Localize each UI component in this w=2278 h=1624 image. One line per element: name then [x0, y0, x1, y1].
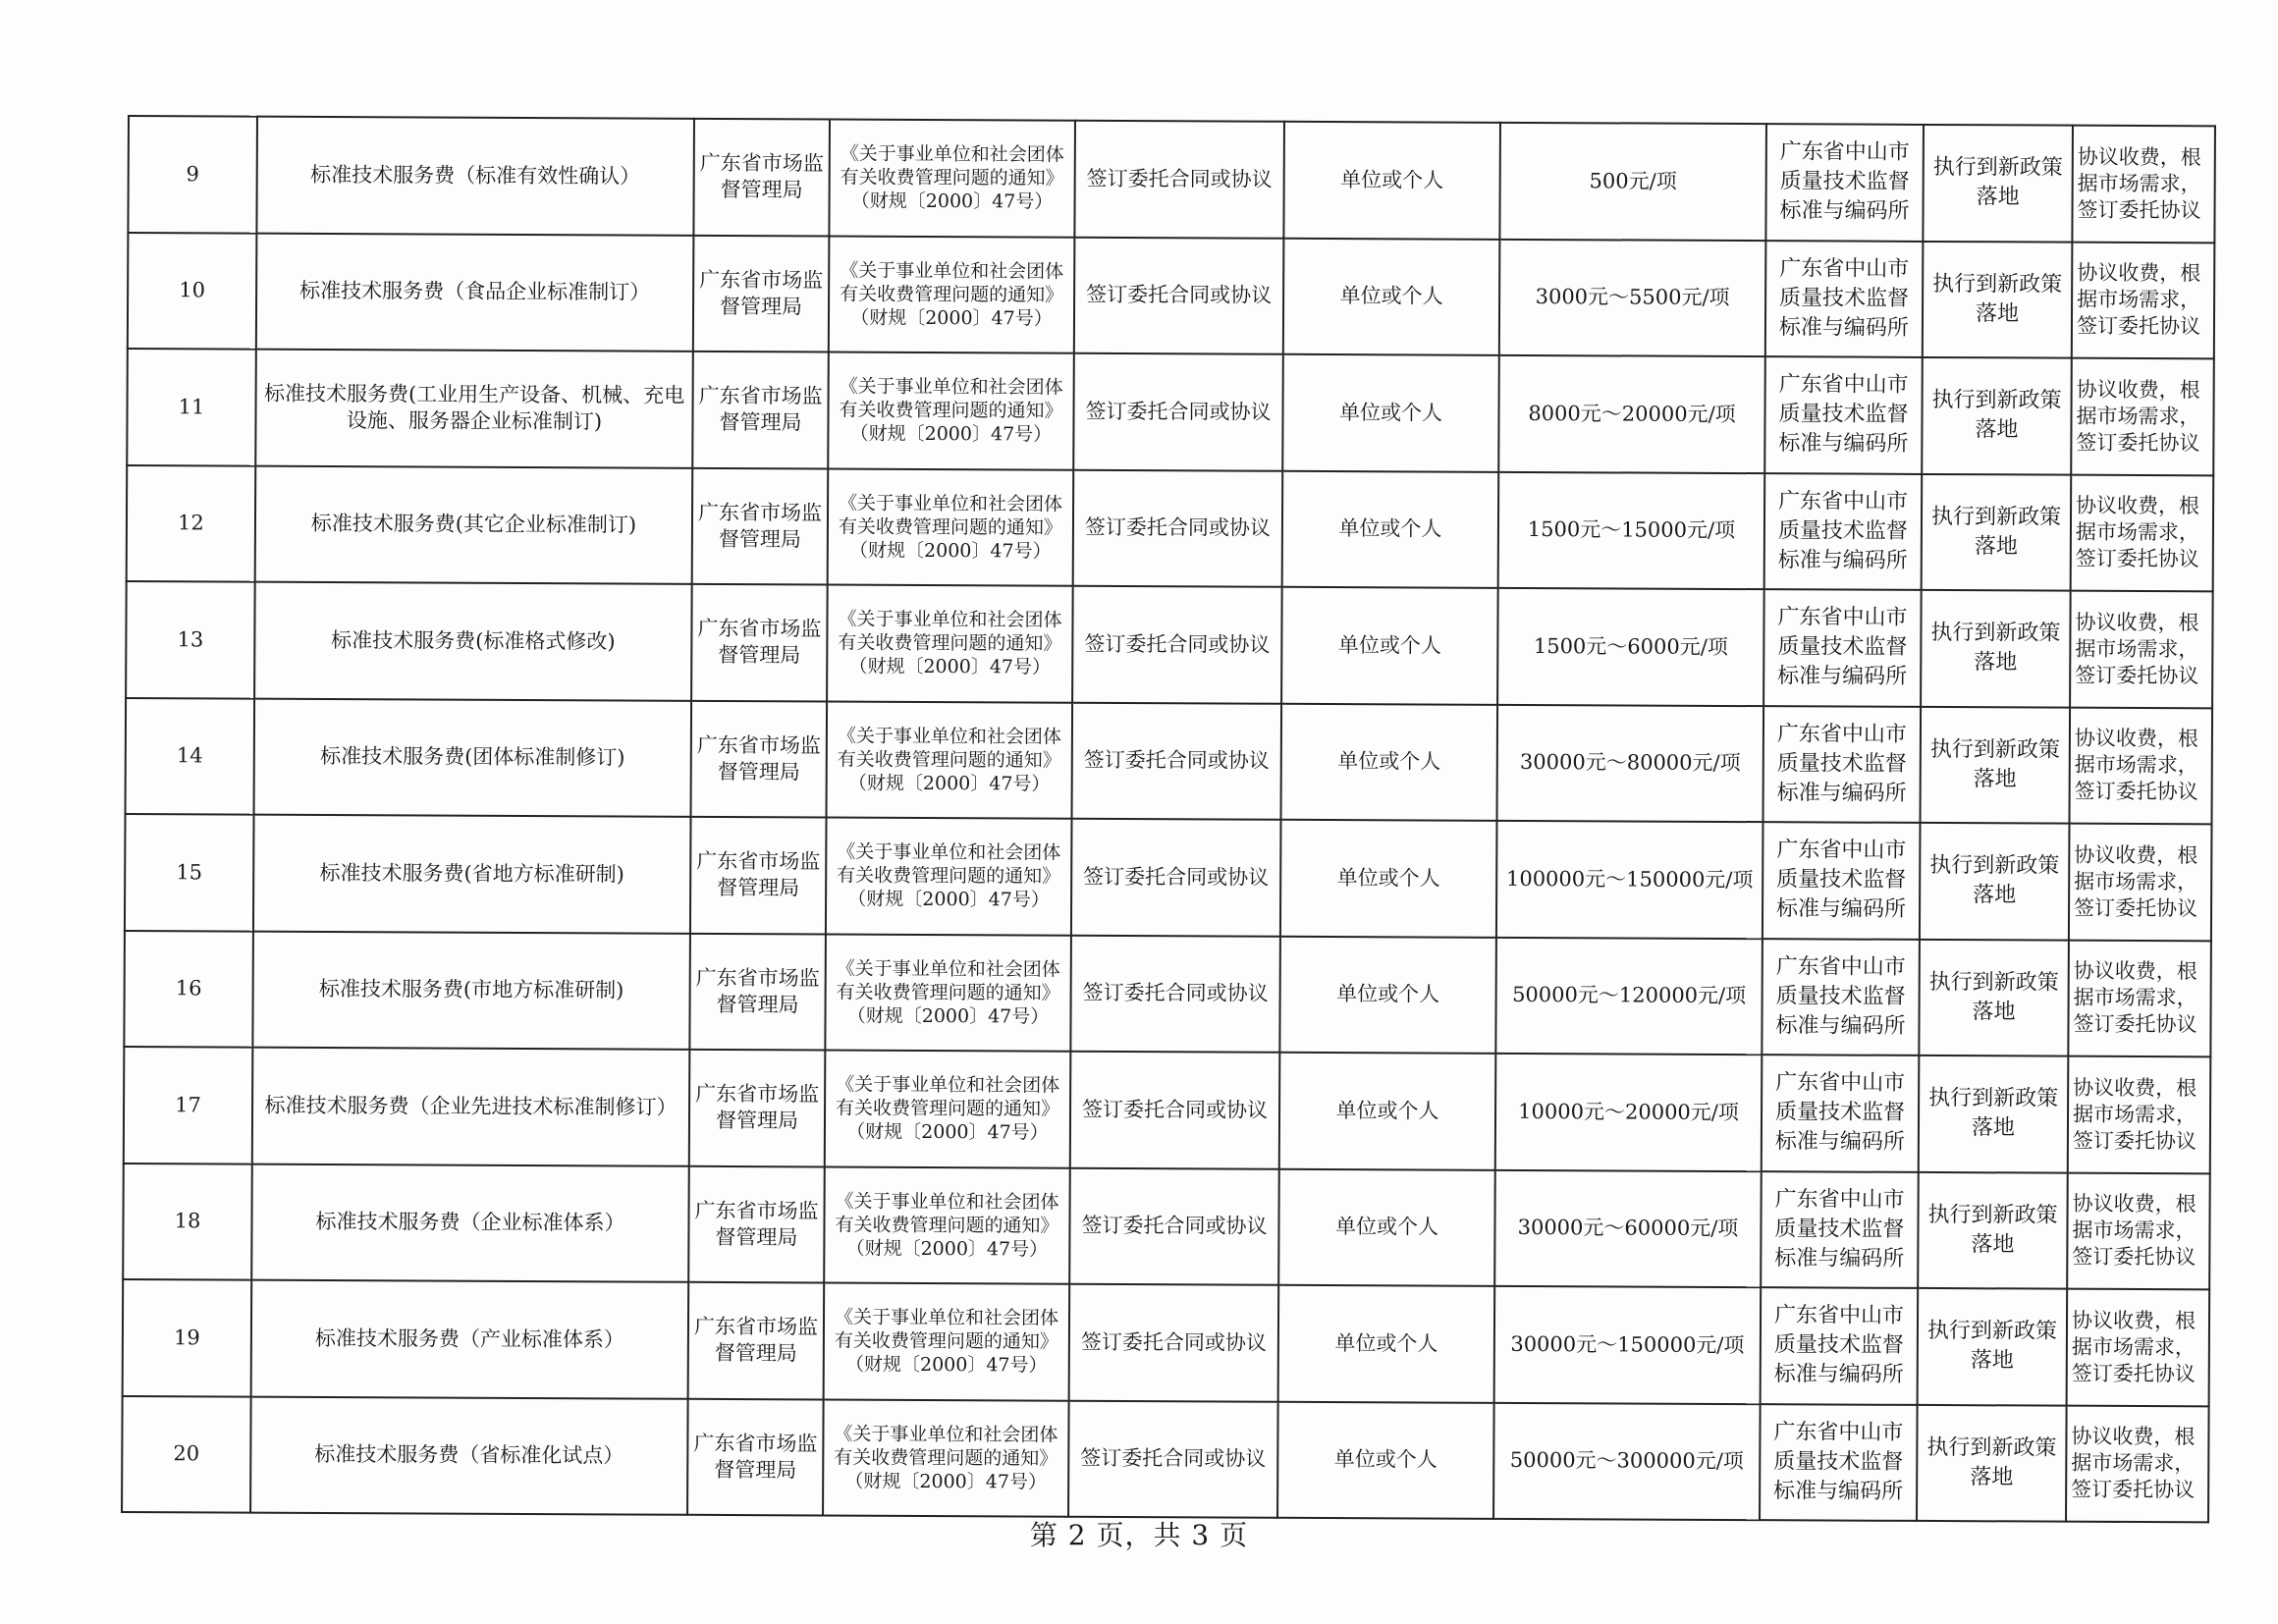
table-body [122, 116, 2215, 1522]
fee-item-name-cell: 标准技术服务费（食品企业标准制订） [256, 233, 694, 352]
charge-target-cell: 单位或个人 [1279, 936, 1496, 1054]
row-number-cell: 17 [124, 1047, 253, 1164]
table-row [127, 349, 2214, 475]
charging-unit-cell: 广东省中山市质量技术监督标准与编码所 [1763, 589, 1922, 706]
charging-unit-cell: 广东省中山市质量技术监督标准与编码所 [1765, 124, 1924, 241]
validity-period-cell: 执行到新政策落地 [1923, 125, 2073, 242]
charging-method-cell: 签订委托合同或协议 [1070, 935, 1280, 1053]
validity-period-cell: 执行到新政策落地 [1917, 1404, 2067, 1521]
charging-unit-cell: 广东省中山市质量技术监督标准与编码所 [1763, 822, 1921, 939]
validity-period-cell: 执行到新政策落地 [1921, 590, 2071, 707]
row-number-cell: 16 [124, 930, 253, 1047]
row-number-cell: 15 [125, 814, 254, 931]
charge-target-cell: 单位或个人 [1278, 1168, 1495, 1286]
remarks-cell: 协议收费，根据市场需求，签订委托协议 [2067, 1289, 2210, 1406]
fee-standard-cell: 8000元～20000元/项 [1498, 355, 1765, 473]
validity-period-cell: 执行到新政策落地 [1922, 357, 2072, 474]
fee-standard-cell: 30000元～80000元/项 [1497, 704, 1764, 822]
fee-item-name-cell: 标准技术服务费(团体标准制修订) [254, 698, 692, 817]
remarks-cell: 协议收费，根据市场需求，签订委托协议 [2069, 824, 2212, 941]
row-number-cell: 9 [128, 116, 257, 233]
fee-item-name-cell: 标准技术服务费(其它企业标准制订) [255, 465, 693, 584]
fee-basis-cell: 《关于事业单位和社会团体有关收费管理问题的通知》（财规〔2000〕47号） [829, 236, 1075, 353]
charge-target-cell: 单位或个人 [1282, 470, 1499, 588]
validity-period-cell: 执行到新政策落地 [1920, 823, 2070, 940]
table-row [122, 1395, 2209, 1522]
row-number-cell: 14 [126, 697, 255, 814]
fee-basis-cell: 《关于事业单位和社会团体有关收费管理问题的通知》（财规〔2000〕47号） [823, 1399, 1069, 1517]
fee-basis-cell: 《关于事业单位和社会团体有关收费管理问题的通知》（财规〔2000〕47号） [825, 934, 1071, 1052]
validity-period-cell: 执行到新政策落地 [1923, 241, 2073, 357]
remarks-cell: 协议收费，根据市场需求，签订委托协议 [2066, 1405, 2209, 1522]
fee-basis-cell: 《关于事业单位和社会团体有关收费管理问题的通知》（财规〔2000〕47号） [825, 1050, 1071, 1167]
fee-standard-cell: 3000元～5500元/项 [1499, 239, 1766, 356]
remarks-cell: 协议收费，根据市场需求，签订委托协议 [2068, 940, 2211, 1056]
fee-basis-cell: 《关于事业单位和社会团体有关收费管理问题的通知》（财规〔2000〕47号） [829, 119, 1075, 237]
fee-standard-cell: 10000元～20000元/项 [1495, 1054, 1763, 1171]
table-row [126, 581, 2213, 708]
charging-unit-cell: 广东省中山市质量技术监督标准与编码所 [1762, 939, 1920, 1056]
row-number-cell: 12 [127, 465, 256, 582]
charging-method-cell: 签订委托合同或协议 [1069, 1284, 1279, 1402]
approving-department-cell: 广东省市场监督管理局 [691, 584, 828, 701]
approving-department-cell: 广东省市场监督管理局 [687, 1398, 824, 1515]
charging-method-cell: 签订委托合同或协议 [1072, 586, 1282, 704]
fee-standard-cell: 30000元～60000元/项 [1494, 1169, 1762, 1287]
charging-unit-cell: 广东省中山市质量技术监督标准与编码所 [1762, 1055, 1920, 1171]
remarks-cell: 协议收费，根据市场需求，签订委托协议 [2069, 707, 2212, 824]
fee-item-name-cell: 标准技术服务费（产业标准体系） [251, 1280, 689, 1399]
table-row [123, 1163, 2210, 1289]
fee-basis-cell: 《关于事业单位和社会团体有关收费管理问题的通知》（财规〔2000〕47号） [828, 352, 1074, 469]
charging-method-cell: 签订委托合同或协议 [1070, 1052, 1280, 1169]
charge-target-cell: 单位或个人 [1280, 820, 1497, 938]
charging-method-cell: 签订委托合同或协议 [1074, 237, 1284, 354]
approving-department-cell: 广东省市场监督管理局 [688, 1282, 825, 1399]
fee-item-name-cell: 标准技术服务费(市地方标准研制) [252, 931, 690, 1050]
approving-department-cell: 广东省市场监督管理局 [689, 933, 826, 1050]
fee-basis-cell: 《关于事业单位和社会团体有关收费管理问题的通知》（财规〔2000〕47号） [828, 468, 1074, 586]
fee-basis-cell: 《关于事业单位和社会团体有关收费管理问题的通知》（财规〔2000〕47号） [826, 817, 1072, 935]
table-row [126, 697, 2213, 824]
charging-method-cell: 签订委托合同或协议 [1068, 1400, 1278, 1518]
approving-department-cell: 广东省市场监督管理局 [693, 119, 830, 236]
charge-target-cell: 单位或个人 [1277, 1401, 1494, 1519]
fee-item-name-cell: 标准技术服务费（企业标准体系） [251, 1164, 689, 1282]
row-number-cell: 19 [123, 1279, 252, 1396]
fee-item-name-cell: 标准技术服务费（省标准化试点） [250, 1396, 688, 1515]
fee-basis-cell: 《关于事业单位和社会团体有关收费管理问题的通知》（财规〔2000〕47号） [827, 701, 1073, 819]
charge-target-cell: 单位或个人 [1281, 587, 1498, 705]
row-number-cell: 10 [128, 233, 257, 350]
approving-department-cell: 广东省市场监督管理局 [688, 1165, 825, 1282]
fee-standard-cell: 30000元～150000元/项 [1494, 1286, 1762, 1404]
validity-period-cell: 执行到新政策落地 [1919, 1056, 2069, 1172]
remarks-cell: 协议收费，根据市场需求，签订委托协议 [2070, 591, 2213, 708]
approving-department-cell: 广东省市场监督管理局 [692, 352, 829, 468]
charge-target-cell: 单位或个人 [1283, 122, 1500, 240]
fee-item-name-cell: 标准技术服务费(工业用生产设备、机械、充电设施、服务器企业标准制订) [255, 350, 693, 468]
charge-target-cell: 单位或个人 [1282, 354, 1499, 472]
row-number-cell: 11 [127, 349, 256, 465]
validity-period-cell: 执行到新政策落地 [1920, 706, 2070, 823]
fee-standard-cell: 1500元～6000元/项 [1497, 588, 1764, 706]
approving-department-cell: 广东省市场监督管理局 [690, 817, 827, 934]
remarks-cell: 协议收费，根据市场需求，签订委托协议 [2068, 1056, 2211, 1173]
charging-unit-cell: 广东省中山市质量技术监督标准与编码所 [1761, 1287, 1919, 1404]
fee-standard-cell: 500元/项 [1499, 123, 1766, 241]
approving-department-cell: 广东省市场监督管理局 [693, 235, 830, 352]
validity-period-cell: 执行到新政策落地 [1918, 1171, 2068, 1288]
fee-standard-cell: 1500元～15000元/项 [1498, 471, 1765, 589]
fee-standard-cell: 50000元～120000元/项 [1495, 937, 1763, 1055]
charging-method-cell: 签订委托合同或协议 [1069, 1167, 1279, 1285]
charging-unit-cell: 广东省中山市质量技术监督标准与编码所 [1764, 356, 1923, 473]
charging-method-cell: 签订委托合同或协议 [1074, 121, 1284, 239]
validity-period-cell: 执行到新政策落地 [1922, 473, 2072, 590]
remarks-cell: 协议收费，根据市场需求，签订委托协议 [2072, 126, 2215, 243]
charging-unit-cell: 广东省中山市质量技术监督标准与编码所 [1761, 1171, 1919, 1288]
table-row [123, 1279, 2210, 1406]
fee-item-name-cell: 标准技术服务费(省地方标准研制) [253, 815, 691, 934]
table-row [124, 1047, 2211, 1173]
charging-method-cell: 签订委托合同或协议 [1073, 469, 1283, 587]
fee-basis-cell: 《关于事业单位和社会团体有关收费管理问题的通知》（财规〔2000〕47号） [824, 1282, 1070, 1400]
fee-basis-cell: 《关于事业单位和社会团体有关收费管理问题的通知》（财规〔2000〕47号） [827, 584, 1073, 702]
charge-target-cell: 单位或个人 [1281, 703, 1498, 821]
row-number-cell: 18 [123, 1163, 252, 1279]
table-row [128, 233, 2215, 359]
table-row [124, 930, 2211, 1056]
charge-target-cell: 单位或个人 [1279, 1053, 1496, 1170]
row-number-cell: 13 [126, 581, 255, 698]
fee-basis-cell: 《关于事业单位和社会团体有关收费管理问题的通知》（财规〔2000〕47号） [824, 1166, 1070, 1284]
remarks-cell: 协议收费，根据市场需求，签订委托协议 [2071, 358, 2214, 475]
row-number-cell: 20 [122, 1395, 251, 1512]
approving-department-cell: 广东省市场监督管理局 [692, 467, 829, 584]
table-row [125, 814, 2212, 941]
fee-item-name-cell: 标准技术服务费（企业先进技术标准制修订） [252, 1048, 690, 1166]
charge-target-cell: 单位或个人 [1283, 238, 1500, 355]
table-row [128, 116, 2215, 243]
remarks-cell: 协议收费，根据市场需求，签订委托协议 [2072, 242, 2215, 358]
table-row [127, 465, 2214, 592]
fee-table [121, 115, 2216, 1523]
validity-period-cell: 执行到新政策落地 [1919, 939, 2069, 1056]
charging-unit-cell: 广东省中山市质量技术监督标准与编码所 [1763, 706, 1922, 823]
fee-standard-cell: 100000元～150000元/项 [1496, 821, 1763, 939]
fee-standard-cell: 50000元～300000元/项 [1493, 1402, 1761, 1520]
approving-department-cell: 广东省市场监督管理局 [691, 700, 828, 817]
approving-department-cell: 广东省市场监督管理局 [689, 1050, 826, 1166]
remarks-cell: 协议收费，根据市场需求，签订委托协议 [2071, 474, 2214, 591]
remarks-cell: 协议收费，根据市场需求，签订委托协议 [2067, 1172, 2210, 1289]
validity-period-cell: 执行到新政策落地 [1918, 1288, 2068, 1405]
fee-item-name-cell: 标准技术服务费（标准有效性确认） [256, 117, 694, 236]
fee-item-name-cell: 标准技术服务费(标准格式修改) [254, 582, 692, 701]
charging-method-cell: 签订委托合同或协议 [1073, 353, 1283, 471]
charging-unit-cell: 广东省中山市质量技术监督标准与编码所 [1765, 241, 1924, 357]
charging-unit-cell: 广东省中山市质量技术监督标准与编码所 [1760, 1404, 1918, 1521]
page-number: 第 2 页，共 3 页 [1029, 1519, 1249, 1551]
charging-unit-cell: 广东省中山市质量技术监督标准与编码所 [1764, 473, 1923, 590]
charge-target-cell: 单位或个人 [1278, 1285, 1495, 1403]
charging-method-cell: 签订委托合同或协议 [1072, 702, 1282, 820]
charging-method-cell: 签订委托合同或协议 [1071, 819, 1281, 937]
